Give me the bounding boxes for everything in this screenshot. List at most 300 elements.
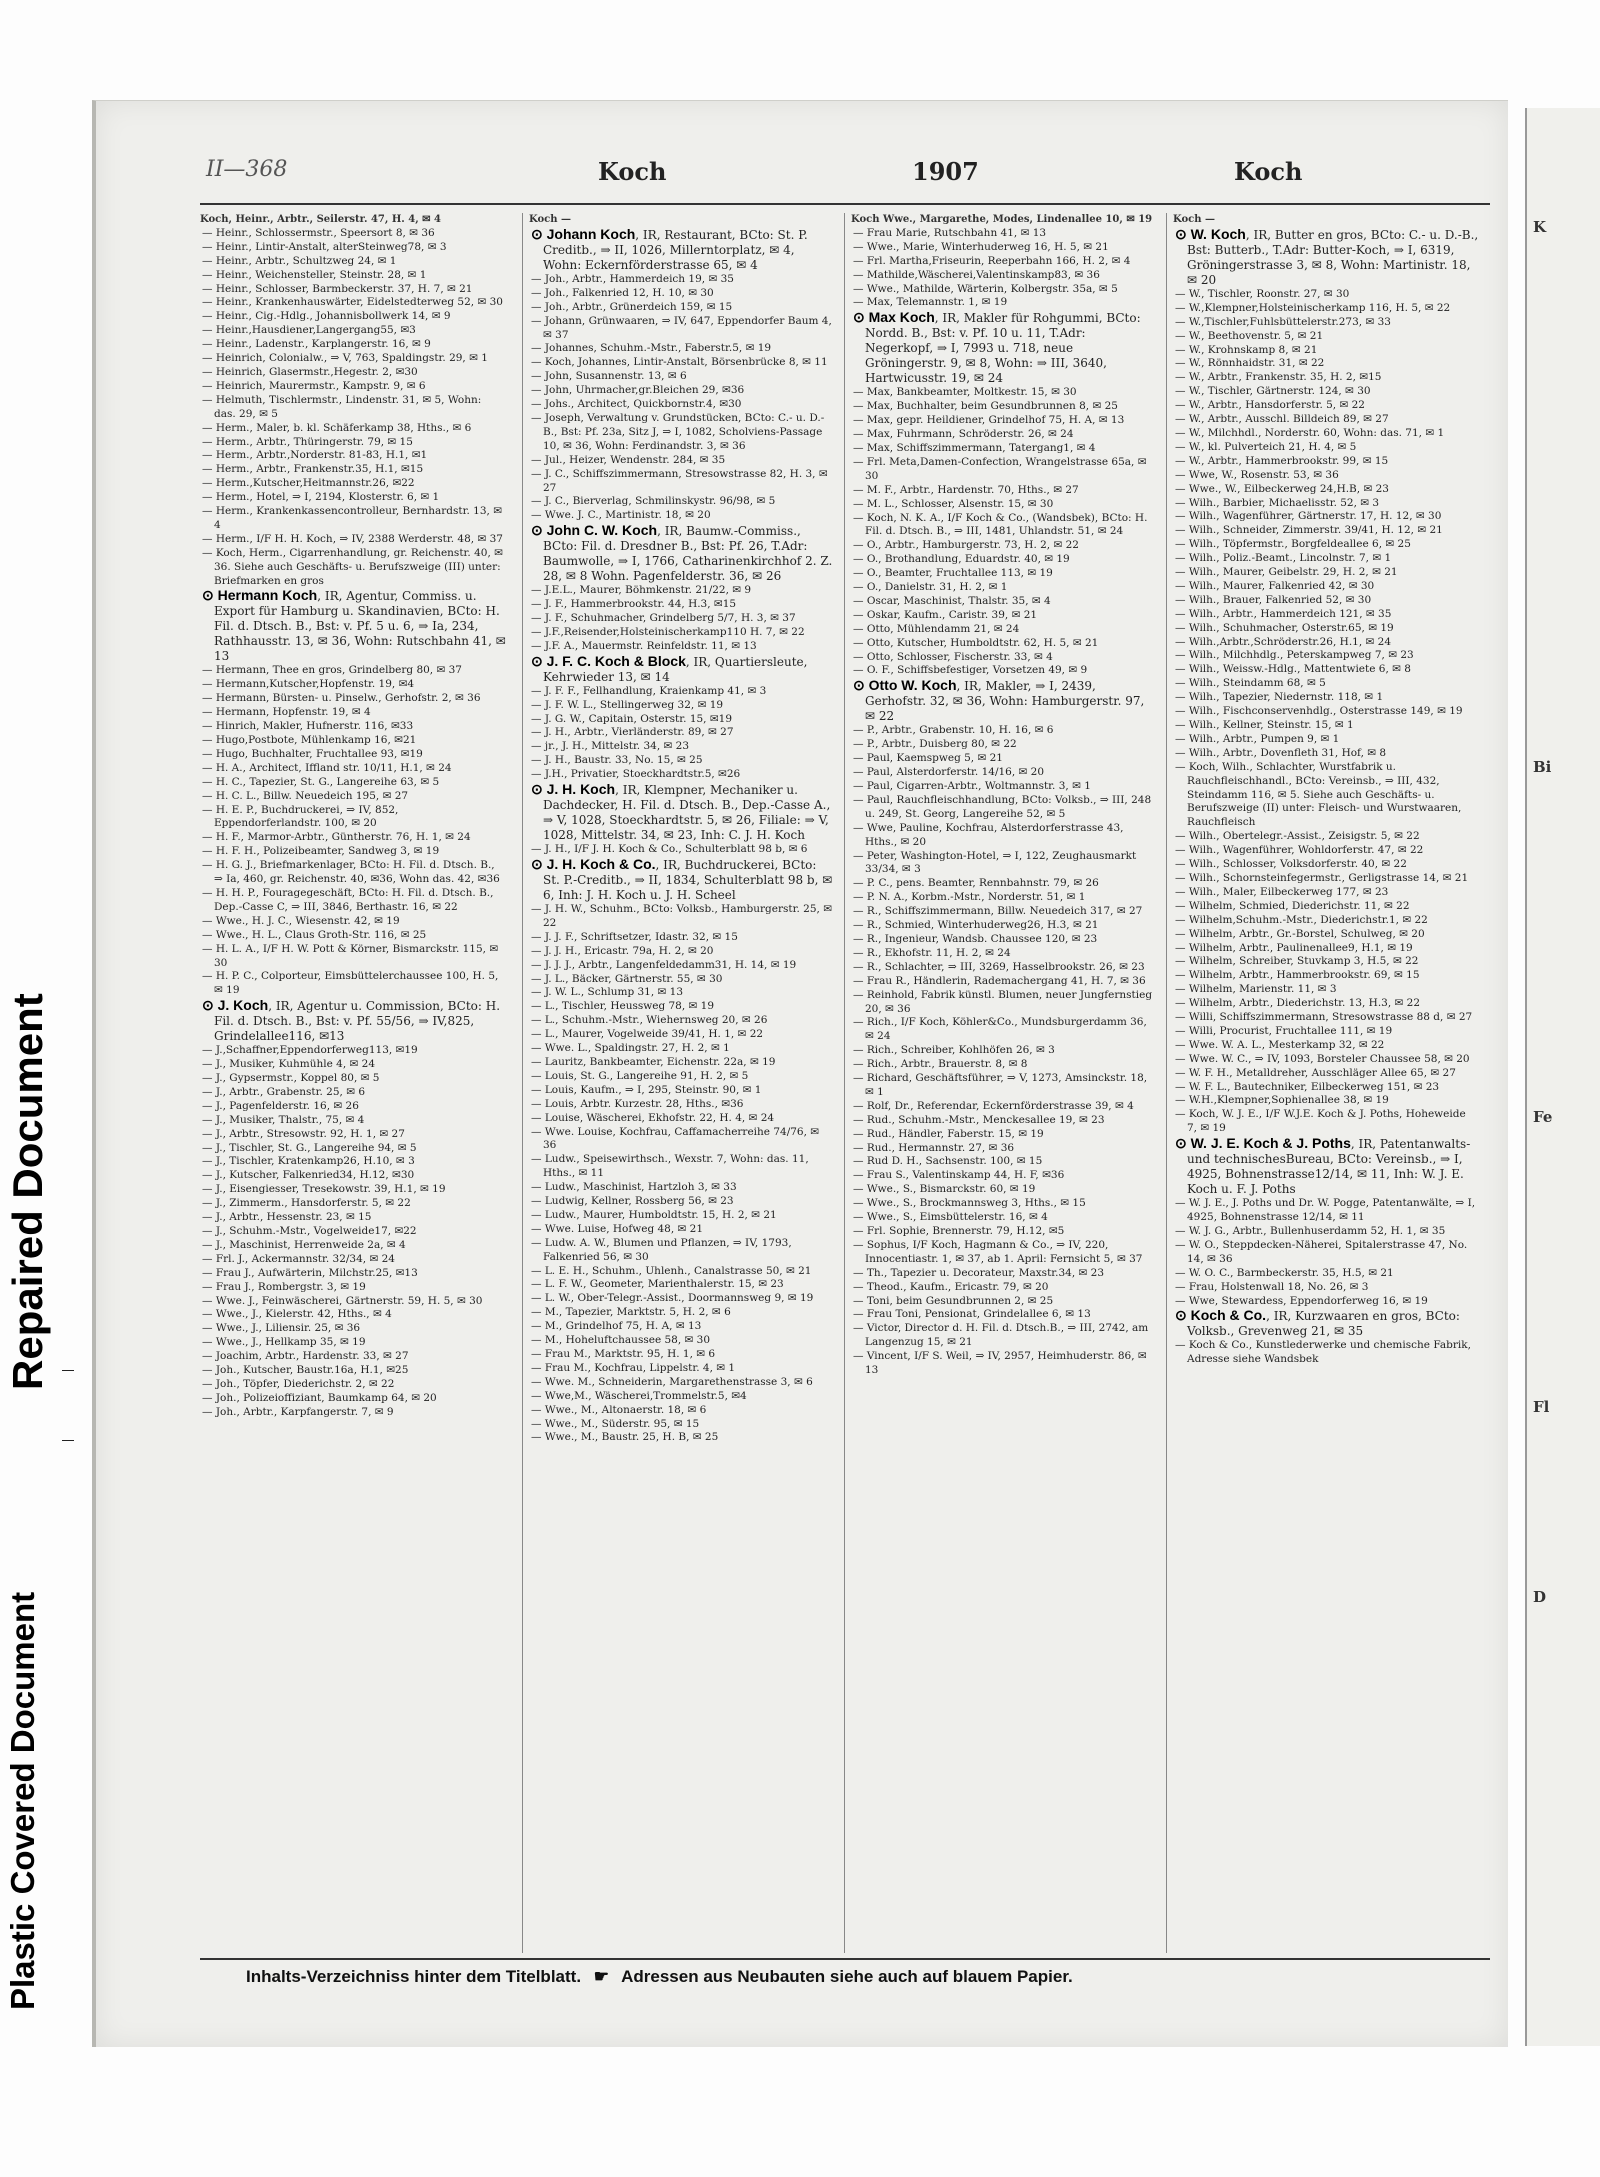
directory-entry: — J. F., Schuhmacher, Grindelberg 5/7, H. 3, ✉ 37 <box>531 612 796 625</box>
directory-entry: — Frau J., Rombergstr. 3, ✉ 19 <box>202 1280 366 1293</box>
directory-entry: — J. C., Schiffszimmermann, Stresowstrasse 82, H. 3, ✉ 27 <box>531 467 828 494</box>
firm-name: ⊙ John C. W. Koch <box>531 522 658 539</box>
directory-entry: — Wilh., Arbtr., Hammerdeich 121, ✉ 35 <box>1175 607 1392 620</box>
directory-entry: — W., Tischler, Gärtnerstr. 124, ✉ 30 <box>1175 385 1371 398</box>
repaired-document-label: Repaired Document <box>4 993 51 1390</box>
directory-entry: — Wilh., Maurer, Geibelstr. 29, H. 2, ✉ 21 <box>1175 566 1398 579</box>
directory-entry: — Louis, Kaufm., ⇒ I, 295, Steinstr. 90, ✉ 1 <box>531 1083 762 1096</box>
directory-entry: — Wilhelm, Schmied, Diederichstr. 11, ✉ 22 <box>1175 899 1410 912</box>
directory-entry: — L. E. H., Schuhm., Uhlenh., Canalstrasse 50, ✉ 21 <box>531 1264 812 1277</box>
directory-entry: — Rich., Schreiber, Kohlhöfen 26, ✉ 3 <box>853 1044 1055 1057</box>
directory-entry: — J. F. W. L., Stellingerweg 32, ✉ 19 <box>531 698 724 711</box>
directory-entry: — Wwe., M., Altonaerstr. 18, ✉ 6 <box>531 1403 707 1416</box>
directory-entry: — L., Schuhm.-Mstr., Wiehernsweg 20, ✉ 26 <box>531 1014 768 1027</box>
directory-entry: — Wwe., J., Liliensir. 25, ✉ 36 <box>202 1322 361 1335</box>
directory-entry: — J., Musiker, Thalstr., 75, ✉ 4 <box>202 1113 365 1126</box>
directory-column-1 <box>200 213 506 1953</box>
pointing-hand-icon: ☛ <box>593 1967 610 1986</box>
directory-entry: — H. G. J., Briefmarkenlager, BCto: H. Fil. d. Dtsch. B., ⇒ Ia, 460, gr. Reichenstr. 40, ✉36, Wohn das. 42, ✉36 <box>202 859 500 886</box>
directory-entry: — J. J. F., Schriftsetzer, Idastr. 32, ✉ 15 <box>531 930 738 943</box>
firm-name: ⊙ J. F. C. Koch & Block <box>531 652 686 669</box>
directory-entry: — Joseph, Verwaltung v. Grundstücken, BCto: C.- u. D.-B., Bst: Pf. 23a, Sitz J, ⇒ I, 1082, Scholviens-Passage 10, ✉ 36, Wohn: Ferdinandstr. 3, ✉ 36 <box>531 411 825 452</box>
directory-entry: — Wilhelm,Schuhm.-Mstr., Diederichstr.1, ✉ 22 <box>1175 913 1428 926</box>
running-head-right: Koch <box>1234 157 1303 186</box>
directory-entry: — Hermann, Hopfenstr. 19, ✉ 4 <box>202 706 371 719</box>
directory-entry: — Wwe. J., Feinwäscherei, Gärtnerstr. 59, H. 5, ✉ 30 <box>202 1294 483 1307</box>
directory-entry: — Wwe., S., Eimsbüttelerstr. 16, ✉ 4 <box>853 1211 1048 1224</box>
firm-name: ⊙ J. H. Koch <box>531 781 616 798</box>
directory-entry: — Wwe. J. C., Martinistr. 18, ✉ 20 <box>531 509 711 522</box>
directory-entry: — Rich., I/F Koch, Köhler&Co., Mundsburgerdamm 36, ✉ 24 <box>853 1016 1147 1043</box>
directory-entry: — Louise, Wäscherei, Ekhofstr. 22, H. 4, ✉ 24 <box>531 1111 775 1124</box>
footer-index-note: Inhalts-Verzeichniss hinter dem Titelblatt. <box>246 1967 582 1986</box>
directory-entry: — Joh., Arbtr., Karpfangerstr. 7, ✉ 9 <box>202 1405 394 1418</box>
directory-entry: — Herm., Arbtr., Thüringerstr. 79, ✉ 15 <box>202 435 413 448</box>
directory-entry: — Johann, Grünwaaren, ⇒ IV, 647, Eppendorfer Baum 4, ✉ 37 <box>531 314 832 341</box>
directory-entry: — Johannes, Schuhm.-Mstr., Faberstr.5, ✉ 19 <box>531 342 772 355</box>
margin-tick <box>62 1370 74 1371</box>
page-footer <box>246 1967 1486 1987</box>
directory-entry: — Heinr., Weichensteller, Steinstr. 28, ✉ 1 <box>202 268 427 281</box>
directory-entry: — John, Susannenstr. 13, ✉ 6 <box>531 370 687 383</box>
directory-entry: — Wilh., Schneider, Zimmerstr. 39/41, H. 12, ✉ 21 <box>1175 524 1443 537</box>
directory-entry: — P., Arbtr., Duisberg 80, ✉ 22 <box>853 738 1017 751</box>
directory-entry: — Max, Fuhrmann, Schröderstr. 26, ✉ 24 <box>853 428 1074 441</box>
directory-entry: ⊙ J. H. Koch, IR, Klempner, Mechaniker u. Dachdecker, H. Fil. d. Dtsch. B., Dep.-Casse A., ⇒ V, 1028, Stoeckhardtstr. 5, ✉ 26, Filiale: ⇒ V, 1028, Mittelstr. 34, ✉ 23, Inh: C. J. H. Koch <box>531 781 831 843</box>
directory-entry: — Wilh., Wagenführer, Wohldorferstr. 47, ✉ 22 <box>1175 844 1424 857</box>
directory-entry: — Wilh., Schlosser, Volksdorferstr. 40, ✉ 22 <box>1175 858 1407 871</box>
directory-entry: — Koch, N. K. A., I/F Koch & Co., (Wandsbek), BCto: H. Fil. d. Dtsch. B., ⇒ III, 1481, Uhlandstr. 51, ✉ 24 <box>853 511 1148 538</box>
directory-entry: — J., Eisengiesser, Tresekowstr. 39, H.1, ✉ 19 <box>202 1183 446 1196</box>
directory-entry: — J., Tischler, Kratenkamp26, H.10, ✉ 3 <box>202 1155 415 1168</box>
directory-entry: — Wwe, Stewardess, Eppendorferweg 16, ✉ 19 <box>1175 1294 1428 1307</box>
directory-entry: — Theod., Kaufm., Ericastr. 79, ✉ 20 <box>853 1280 1049 1293</box>
directory-entry: — Max, Schiffszimmermann, Tatergang1, ✉ 4 <box>853 441 1096 454</box>
directory-entry: — O., Danielstr. 31, H. 2, ✉ 1 <box>853 581 1008 594</box>
directory-entry: — W. F. L., Bautechniker, Eilbeckerweg 151, ✉ 23 <box>1175 1080 1440 1093</box>
entry-list <box>851 213 1157 1378</box>
directory-entry: — J., Arbtr., Hessenstr. 23, ✉ 15 <box>202 1211 372 1224</box>
directory-entry: — J. H., Arbtr., Vierländerstr. 89, ✉ 27 <box>531 726 734 739</box>
directory-entry: — Hermann, Bürsten- u. Pinselw., Gerhofstr. 2, ✉ 36 <box>202 692 481 705</box>
directory-entry: — H. H. P., Fouragegeschäft, BCto: H. Fil. d. Dtsch. B., Dep.-Casse C, ⇒ III, 3846, Berthastr. 16, ✉ 22 <box>202 886 494 913</box>
directory-entry: — Helmuth, Tischlermstr., Lindenstr. 31, ✉ 5, Wohn: das. 29, ✉ 5 <box>202 393 482 420</box>
directory-entry: — W.,Tischler,Fuhlsbüttelerstr.273, ✉ 33 <box>1175 315 1391 328</box>
directory-entry: — Joh., Kutscher, Baustr.16a, H.1, ✉25 <box>202 1364 409 1377</box>
directory-entry: — Wwe. Louise, Kochfrau, Caffamacherreihe 74/76, ✉ 36 <box>531 1125 820 1152</box>
directory-entry: — J. C., Bierverlag, Schmilinskystr. 96/98, ✉ 5 <box>531 495 776 508</box>
directory-entry: — Sophus, I/F Koch, Hagmann & Co., ⇒ IV, 220, Innocentiastr. 1, ✉ 37, ab 1. April: Fernsicht 5, ✉ 37 <box>853 1238 1143 1265</box>
directory-entry: — W., Milchhdl., Norderstr. 60, Wohn: das. 71, ✉ 1 <box>1175 426 1445 439</box>
firm-name: ⊙ Otto W. Koch <box>853 677 957 694</box>
firm-name: ⊙ J. H. Koch & Co. <box>531 856 656 872</box>
directory-entry: — Wilh., Fischconservenhdlg., Osterstrasse 149, ✉ 19 <box>1175 705 1463 718</box>
directory-entry: — Oscar, Maschinist, Thalstr. 35, ✉ 4 <box>853 594 1051 607</box>
directory-entry: — Willi, Schiffszimmermann, Stresowstrasse 88 d, ✉ 27 <box>1175 1011 1473 1024</box>
directory-entry: — J.E.L., Maurer, Böhmkenstr. 21/22, ✉ 9 <box>531 584 752 597</box>
directory-entry: — Rich., Arbtr., Brauerstr. 8, ✉ 8 <box>853 1058 1028 1071</box>
directory-entry: — Koch, Herm., Cigarrenhandlung, gr. Reichenstr. 40, ✉ 36. Siehe auch Geschäfts- u. Berufszweige (III) unter: Briefmarken en gros <box>202 546 503 587</box>
directory-entry: — John, Uhrmacher,gr.Bleichen 29, ✉36 <box>531 384 745 397</box>
directory-entry: — Max, Telemannstr. 1, ✉ 19 <box>853 296 1008 309</box>
entry-list <box>1173 213 1479 1367</box>
margin-tick <box>62 1440 74 1441</box>
directory-entry: — Wwe., J., Hellkamp 35, ✉ 19 <box>202 1336 366 1349</box>
directory-entry: — Wilh., Töpfermstr., Borgfeldeallee 6, ✉ 25 <box>1175 538 1411 551</box>
directory-entry: — Wwe., M., Süderstr. 95, ✉ 15 <box>531 1417 700 1430</box>
directory-entry: — Frau J., Aufwärterin, Milchstr.25, ✉13 <box>202 1266 418 1279</box>
directory-entry: — Hermann, Thee en gros, Grindelberg 80, ✉ 37 <box>202 664 462 677</box>
directory-entry: — Heinr., Schlossermstr., Speersort 8, ✉ 36 <box>202 226 435 239</box>
directory-entry: — Rud., Hermannstr. 27, ✉ 36 <box>853 1141 1015 1154</box>
directory-entry: — Wilhelm, Arbtr., Gr.-Borstel, Schulweg, ✉ 20 <box>1175 927 1425 940</box>
directory-entry: — Frl. Sophie, Brennerstr. 79, H.12, ✉5 <box>853 1225 1065 1237</box>
directory-entry: — L. W., Ober-Telegr.-Assist., Doormannsweg 9, ✉ 19 <box>531 1292 814 1305</box>
directory-entry: — Peter, Washington-Hotel, ⇒ I, 122, Zeughausmarkt 33/34, ✉ 3 <box>853 849 1137 876</box>
directory-entry: ⊙ Koch & Co., IR, Kurzwaaren en gros, BCto: Volksb., Grevenweg 21, ✉ 35 <box>1175 1307 1460 1339</box>
directory-entry: — W. O. C., Barmbeckerstr. 35, H.5, ✉ 21 <box>1175 1266 1394 1279</box>
directory-entry: — J., Gypsermstr., Koppel 80, ✉ 5 <box>202 1072 380 1085</box>
directory-entry: — J.H., Privatier, Stoeckhardtstr.5, ✉26 <box>531 768 741 781</box>
directory-entry: — Otto, Mühlendamm 21, ✉ 24 <box>853 622 1020 635</box>
directory-entry: — J., Arbtr., Grabenstr. 25, ✉ 6 <box>202 1085 366 1098</box>
directory-entry: — Wilh., Poliz.-Beamt., Lincolnstr. 7, ✉ 1 <box>1175 552 1392 565</box>
footer-rule <box>200 1958 1490 1960</box>
directory-entry: — J., Tischler, St. G., Langereihe 94, ✉ 5 <box>202 1141 417 1154</box>
directory-entry: — Wwe., M., Baustr. 25, H. B, ✉ 25 <box>531 1431 719 1444</box>
directory-entry: ⊙ Hermann Koch, IR, Agentur, Commiss. u. Export für Hamburg u. Skandinavien, BCto: H. Fil. d. Dtsch. B., Bst: v. Pf. 5 u. 6, ⇒ Ia, 234, Rathhausstr. 13, ✉ 36, Wohn: Rutschbahn 41, ✉ 13 <box>202 587 506 664</box>
directory-entry: — J., Zimmerm., Hansdorferstr. 5, ✉ 22 <box>202 1197 411 1210</box>
directory-entry: — Koch, Johannes, Lintir-Anstalt, Börsenbrücke 8, ✉ 11 <box>531 356 828 369</box>
directory-entry: — Wwe., S., Bismarckstr. 60, ✉ 19 <box>853 1183 1036 1196</box>
directory-entry: — Wwe. Luise, Hofweg 48, ✉ 21 <box>531 1222 704 1235</box>
directory-entry: — H. P. C., Colporteur, Eimsbüttelerchaussee 100, H. 5, ✉ 19 <box>202 970 499 997</box>
directory-entry: — J., Maschinist, Herrenweide 2a, ✉ 4 <box>202 1238 406 1251</box>
directory-entry: — R., Ingenieur, Wandsb. Chaussee 120, ✉ 23 <box>853 932 1098 945</box>
directory-entry: — P., Arbtr., Grabenstr. 10, H. 16, ✉ 6 <box>853 724 1054 737</box>
directory-entry: — Frl. Meta,Damen-Confection, Wrangelstrasse 65a, ✉ 30 <box>853 455 1147 482</box>
directory-entry: — Max, Buchhalter, beim Gesundbrunnen 8, ✉ 25 <box>853 400 1118 413</box>
directory-entry: — Herm., Krankenkassencontrolleur, Bernhardstr. 13, ✉ 4 <box>202 505 503 531</box>
directory-entry: — Herm., Hotel, ⇒ I, 2194, Klosterstr. 6, ✉ 1 <box>202 491 440 504</box>
directory-entry: — Herm.,Kutscher,Heitmannstr.26, ✉22 <box>202 477 415 490</box>
directory-entry: — Vincent, I/F S. Weil, ⇒ IV, 2957, Heimhuderstr. 86, ✉ 13 <box>853 1350 1147 1377</box>
directory-entry: — W., Beethovenstr. 5, ✉ 21 <box>1175 329 1324 342</box>
firm-name: ⊙ Johann Koch <box>531 225 636 242</box>
directory-entry: — W., Krohnskamp 8, ✉ 21 <box>1175 343 1318 356</box>
directory-entry: — Max, gepr. Heildiener, Grindelhof 75, H. A, ✉ 13 <box>853 414 1125 427</box>
directory-entry: — Wilh.,Arbtr.,Schröderstr.26, H.1, ✉ 24 <box>1175 635 1392 648</box>
directory-entry: — Wwe., S., Brockmannsweg 3, Hths., ✉ 15 <box>853 1197 1086 1210</box>
directory-entry: — Heinr., Ladenstr., Karplangerstr. 16, ✉ 9 <box>202 338 431 351</box>
directory-entry: ⊙ Otto W. Koch, IR, Makler, ⇒ I, 2439, Gerhofstr. 32, ✉ 36, Wohn: Hamburgerstr. 97, ✉ 22 <box>853 677 1145 724</box>
directory-entry: — Max, Bankbeamter, Moltkestr. 15, ✉ 30 <box>853 386 1077 399</box>
directory-entry: — Wilhelm, Marienstr. 11, ✉ 3 <box>1175 983 1337 996</box>
firm-name: ⊙ Max Koch <box>853 309 935 326</box>
directory-entry: — Wwe. L., Spaldingstr. 27, H. 2, ✉ 1 <box>531 1042 730 1055</box>
directory-entry: ⊙ Max Koch, IR, Makler für Rohgummi, BCto: Nordd. B., Bst: v. Pf. 10 u. 11, T.Adr: Negerkopf, ⇒ I, 7993 u. 718, neue Gröningerstr. 9, ✉ 8, Wohn: ⇒ III, 3640, Hartwicusstr. 19, ✉ 24 <box>853 309 1141 386</box>
directory-entry: — Wilh., Steindamm 68, ✉ 5 <box>1175 677 1326 690</box>
directory-entry: — jr., J. H., Mittelstr. 34, ✉ 23 <box>531 740 690 753</box>
directory-entry: — J., Schuhm.-Mstr., Vogelweide17, ✉22 <box>202 1225 417 1237</box>
directory-entry: ⊙ W. J. E. Koch & J. Poths, IR, Patentanwalts- und technischesBureau, BCto: Vereinsb., ⇒ I, 4925, Bohnenstrasse12/14, ✉ 11, Inh: W. J. E. Koch u. F. J. Poths <box>1175 1135 1471 1197</box>
directory-entry: — R., Schlachter, ⇒ III, 3269, Hasselbrookstr. 26, ✉ 23 <box>853 960 1145 973</box>
directory-entry: — P. C., pens. Beamter, Rennbahnstr. 79, ✉ 26 <box>853 877 1099 890</box>
directory-entry: — Wilh., Schornsteinfegermstr., Gerligstrasse 14, ✉ 21 <box>1175 871 1469 884</box>
directory-entry: — Paul, Alsterdorferstr. 14/16, ✉ 20 <box>853 766 1045 779</box>
directory-entry: — Wilh., Arbtr., Dovenfleth 31, Hof, ✉ 8 <box>1175 746 1387 759</box>
directory-entry: — Heinrich, Maurermstr., Kampstr. 9, ✉ 6 <box>202 379 426 392</box>
directory-entry: — Heinr., Schlosser, Barmbeckerstr. 37, H. 7, ✉ 21 <box>202 282 473 295</box>
directory-entry: — H. A., Architect, Iffland str. 10/11, H.1, ✉ 24 <box>202 761 452 774</box>
directory-entry: — Joh., Arbtr., Hammerdeich 19, ✉ 35 <box>531 272 734 285</box>
firm-name: ⊙ Koch & Co. <box>1175 1307 1267 1324</box>
directory-entry: — W. J. G., Arbtr., Bullenhuserdamm 52, H. 1, ✉ 35 <box>1175 1225 1446 1237</box>
directory-entry: — Paul, Kaemspweg 5, ✉ 21 <box>853 752 1003 765</box>
directory-entry: — J. W. L., Schlump 31, ✉ 13 <box>531 986 684 999</box>
directory-entry: — Frl. Martha,Friseurin, Reeperbahn 166, H. 2, ✉ 4 <box>853 254 1131 267</box>
directory-entry: — H. F., Marmor-Arbtr., Güntherstr. 76, H. 1, ✉ 24 <box>202 831 471 844</box>
directory-entry: — Wwe., H. L., Claus Groth-Str. 116, ✉ 25 <box>202 928 427 941</box>
directory-entry: — J. G. W., Capitain, Osterstr. 15, ✉19 <box>531 712 733 725</box>
directory-entry: — Heinr., Lintir-Anstalt, alterSteinweg78, ✉ 3 <box>202 240 447 253</box>
directory-entry: — Heinrich, Colonialw., ⇒ V, 763, Spaldingstr. 29, ✉ 1 <box>202 352 488 365</box>
directory-entry: — P. N. A., Korbm.-Mstr., Norderstr. 51, ✉ 1 <box>853 891 1086 904</box>
directory-entry: — Wilh., Tapezier, Niedernstr. 118, ✉ 1 <box>1175 691 1384 704</box>
directory-entry: — Heinr., Arbtr., Schultzweg 24, ✉ 1 <box>202 254 397 267</box>
directory-entry: — Heinr., Krankenhauswärter, Eidelstedterweg 52, ✉ 30 <box>202 296 503 309</box>
directory-entry: — Herm., Arbtr., Frankenstr.35, H.1, ✉15 <box>202 463 424 476</box>
directory-entry: — Hugo, Buchhalter, Fruchtallee 93, ✉19 <box>202 747 423 760</box>
directory-entry: — Wilh., Brauer, Falkenried 52, ✉ 30 <box>1175 593 1372 606</box>
directory-entry: — W., Arbtr., Hammerbrookstr. 99, ✉ 15 <box>1175 454 1389 467</box>
directory-entry: — Wwe. W. A. L., Mesterkamp 32, ✉ 22 <box>1175 1038 1385 1051</box>
directory-entry: — Frau M., Kochfrau, Lippelstr. 4, ✉ 1 <box>531 1361 736 1374</box>
directory-entry: — Wilh., Schuhmacher, Osterstr.65, ✉ 19 <box>1175 621 1394 634</box>
directory-columns <box>200 213 1490 1953</box>
directory-entry: — O., Arbtr., Hamburgerstr. 73, H. 2, ✉ 22 <box>853 539 1079 552</box>
directory-entry: — J. F. F., Fellhandlung, Kraienkamp 41, ✉ 3 <box>531 684 767 697</box>
directory-entry: — Ludwig, Kellner, Rossberg 56, ✉ 23 <box>531 1195 734 1208</box>
adjacent-page-fragment: K <box>1533 218 1547 236</box>
directory-entry: — W., Arbtr., Frankenstr. 35, H. 2, ✉15 <box>1175 371 1382 384</box>
directory-entry: — W.H.,Klempner,Sophienallee 38, ✉ 19 <box>1175 1094 1389 1107</box>
directory-entry: — Willi, Procurist, Fruchtallee 111, ✉ 19 <box>1175 1024 1393 1037</box>
directory-entry: — Heinrich, Glasermstr.,Hegestr. 2, ✉30 <box>202 365 418 378</box>
column-head-entry: Koch — <box>529 214 571 225</box>
directory-entry: ⊙ Johann Koch, IR, Restaurant, BCto: St. P. Creditb., ⇒ II, 1026, Millerntorplatz, ✉ 4, Wohn: Eckernförderstrasse 65, ✉ 4 <box>531 225 808 272</box>
directory-entry: — Hermann,Kutscher,Hopfenstr. 19, ✉4 <box>202 678 415 691</box>
directory-entry: — Joh., Polizeioffiziant, Baumkamp 64, ✉ 20 <box>202 1391 437 1404</box>
directory-entry: — Frau, Holstenwall 18, No. 26, ✉ 3 <box>1175 1280 1369 1293</box>
directory-entry: — Wilh., Arbtr., Pumpen 9, ✉ 1 <box>1175 732 1340 745</box>
directory-entry: — J., Musiker, Kuhmühle 4, ✉ 24 <box>202 1058 376 1071</box>
directory-entry: — Joh., Falkenried 12, H. 10, ✉ 30 <box>531 286 714 299</box>
directory-entry: — Toni, beim Gesundbrunnen 2, ✉ 25 <box>853 1294 1054 1307</box>
directory-entry: — Wwe. W. C., ⇒ IV, 1093, Borsteler Chaussee 58, ✉ 20 <box>1175 1052 1470 1065</box>
directory-entry: — W. F. H., Metalldreher, Ausschläger Allee 65, ✉ 27 <box>1175 1066 1456 1079</box>
directory-entry: — M., Tapezier, Marktstr. 5, H. 2, ✉ 6 <box>531 1306 731 1319</box>
plastic-covered-document-label: Plastic Covered Document <box>4 1591 41 2010</box>
adjacent-page-edge <box>1525 108 1600 2046</box>
column-head-entry: Koch — <box>1173 214 1215 225</box>
directory-entry: — Hinrich, Makler, Hufnerstr. 116, ✉33 <box>202 720 414 733</box>
directory-entry: — J. J. H., Ericastr. 79a, H. 2, ✉ 20 <box>531 944 714 957</box>
running-head <box>206 157 1476 197</box>
directory-entry: — Louis, St. G., Langereihe 91, H. 2, ✉ 5 <box>531 1069 749 1082</box>
directory-entry: ⊙ J. H. Koch & Co., IR, Buchdruckerei, BCto: St. P.-Creditb., ⇒ II, 1834, Schulterblatt 98 b, ✉ 6, Inh: J. H. Koch u. J. H. Scheel <box>531 856 833 902</box>
directory-entry: — W.,Klempner,Holsteinischerkamp 116, H. 5, ✉ 22 <box>1175 301 1451 314</box>
header-rule <box>200 203 1490 205</box>
directory-entry: — Wwe., Marie, Winterhuderweg 16, H. 5, ✉ 21 <box>853 240 1109 253</box>
directory-entry: — Koch & Co., Kunstlederwerke und chemische Fabrik, Adresse siehe Wandsbek <box>1175 1339 1471 1366</box>
directory-entry: — Ludw., Maschinist, Hartzloh 3, ✉ 33 <box>531 1181 737 1194</box>
directory-entry: ⊙ John C. W. Koch, IR, Baumw.-Commiss., BCto: Fil. d. Dresdner B., Bst: Pf. 26, T.Adr: Baumwolle, ⇒ I, 1766, Catharinenkirchhof 2. Z. 28, ✉ 8 Wohn. Pagenfelderstr. 36, ✉ 26 <box>531 522 833 584</box>
directory-entry: — Herm., I/F H. H. Koch, ⇒ IV, 2388 Werderstr. 48, ✉ 37 <box>202 532 503 545</box>
directory-entry: — Oskar, Kaufm., Caristr. 39, ✉ 21 <box>853 608 1038 621</box>
directory-entry: — J. H. W., Schuhm., BCto: Volksb., Hamburgerstr. 25, ✉ 22 <box>531 903 832 929</box>
directory-entry: — Frau Toni, Pensionat, Grindelallee 6, ✉ 13 <box>853 1308 1091 1321</box>
directory-entry: — Wwe. M., Schneiderin, Margarethenstrasse 3, ✉ 6 <box>531 1375 813 1388</box>
adjacent-page-fragment: Fl <box>1533 1398 1550 1416</box>
entry-list <box>529 213 835 1445</box>
directory-entry: — J., Pagenfelderstr. 16, ✉ 26 <box>202 1099 359 1112</box>
directory-entry: — L. F. W., Geometer, Marienthalerstr. 15, ✉ 23 <box>531 1278 784 1291</box>
directory-entry: — J. J. J., Arbtr., Langenfeldedamm31, H. 14, ✉ 19 <box>531 958 797 971</box>
directory-entry: — Heinr., Cig.-Hdlg., Johannisbollwerk 14, ✉ 9 <box>202 310 451 323</box>
directory-entry: — Koch, Wilh., Schlachter, Wurstfabrik u. Rauchfleischhandl., BCto: Vereinsb., ⇒ III, 432, Steindamm 116, ✉ 5. Siehe auch Geschäfts- u. Berufszweige (II) unter: Fleisch- und Wurstwaaren, Rauchfleisch <box>1175 760 1462 829</box>
directory-entry: — M., Hoheluftchaussee 58, ✉ 30 <box>531 1334 711 1347</box>
directory-entry: — Frau S., Valentinskamp 44, H. F, ✉36 <box>853 1169 1065 1182</box>
directory-entry: — Mathilde,Wäscherei,Valentinskamp83, ✉ 36 <box>853 268 1100 281</box>
directory-entry: — Victor, Director d. H. Fil. d. Dtsch.B., ⇒ III, 2742, am Langenzug 15, ✉ 21 <box>853 1322 1149 1349</box>
firm-name: ⊙ Hermann Koch <box>202 587 318 604</box>
directory-entry: — J. H., Baustr. 33, No. 15, ✉ 25 <box>531 754 703 767</box>
directory-entry: — Rud D. H., Sachsenstr. 100, ✉ 15 <box>853 1155 1043 1168</box>
directory-entry: — Wilhelm, Schreiber, Stuvkamp 3, H.5, ✉ 22 <box>1175 955 1419 968</box>
directory-entry: — O., Brothandlung, Eduardstr. 40, ✉ 19 <box>853 553 1070 566</box>
directory-entry: — Ludw., Maurer, Humboldtstr. 15, H. 2, ✉ 21 <box>531 1208 777 1221</box>
directory-entry: — H. C., Tapezier, St. G., Langereihe 63, ✉ 5 <box>202 775 440 788</box>
directory-entry: — J. L., Bäcker, Gärtnerstr. 55, ✉ 30 <box>531 972 723 985</box>
firm-name: ⊙ J. Koch <box>202 997 269 1014</box>
directory-entry: — Wilh., Kellner, Steinstr. 15, ✉ 1 <box>1175 719 1354 731</box>
directory-entry: — H. L. A., I/F H. W. Pott & Körner, Bismarckstr. 115, ✉ 30 <box>202 942 499 969</box>
directory-entry: — Otto, Schlosser, Fischerstr. 33, ✉ 4 <box>853 650 1053 663</box>
directory-entry: — L., Maurer, Vogelweide 39/41, H. 1, ✉ 22 <box>531 1028 764 1041</box>
directory-entry: — Koch, W. J. E., I/F W.J.E. Koch & J. Poths, Hoheweide 7, ✉ 19 <box>1175 1108 1466 1135</box>
directory-entry: — H. F. H., Polizeibeamter, Sandweg 3, ✉ 19 <box>202 845 440 858</box>
directory-entry: — Wwe., W., Eilbeckerweg 24,H.B, ✉ 23 <box>1175 482 1389 495</box>
directory-entry: — Johs., Architect, Quickbornstr.4, ✉30 <box>531 398 742 411</box>
directory-entry: — Wilh., Wagenführer, Gärtnerstr. 17, H. 12, ✉ 30 <box>1175 510 1442 523</box>
directory-column-3 <box>844 213 1157 1953</box>
directory-entry: — J. F., Hammerbrookstr. 44, H.3, ✉15 <box>531 598 737 611</box>
directory-entry: — Wilh., Maler, Eilbeckerweg 177, ✉ 23 <box>1175 885 1389 898</box>
directory-entry: — Joh., Töpfer, Diederichstr. 2, ✉ 22 <box>202 1377 395 1390</box>
firm-name: ⊙ W. J. E. Koch & J. Poths <box>1175 1135 1351 1152</box>
directory-entry: — Frau M., Marktstr. 95, H. 1, ✉ 6 <box>531 1348 716 1360</box>
page-number: II—368 <box>206 157 288 182</box>
directory-entry: — R., Schmied, Winterhuderweg26, H.3, ✉ 21 <box>853 919 1099 932</box>
directory-entry: ⊙ W. Koch, IR, Butter en gros, BCto: C.- u. D.-B., Bst: Butterb., T.Adr: Butter-Koch, ⇒ I, 6319, Gröningerstrasse 3, ✉ 8, Wohn: Martinistr. 18, ✉ 20 <box>1175 225 1479 287</box>
directory-entry: — Frau R., Händlerin, Rademachergang 41, H. 7, ✉ 36 <box>853 974 1146 987</box>
directory-entry: — Th., Tapezier u. Decorateur, Maxstr.34, ✉ 23 <box>853 1266 1105 1279</box>
footer-new-buildings-note: Adressen aus Neubauten siehe auch auf blauem Papier. <box>621 1967 1073 1986</box>
directory-entry: — M. L., Schlosser, Alsenstr. 15, ✉ 30 <box>853 497 1054 510</box>
directory-entry: — L., Tischler, Heussweg 78, ✉ 19 <box>531 1000 715 1013</box>
directory-entry: — Wilh., Obertelegr.-Assist., Zeisigstr. 5, ✉ 22 <box>1175 830 1420 843</box>
directory-entry: — M. F., Arbtr., Hardenstr. 70, Hths., ✉ 27 <box>853 483 1079 496</box>
directory-entry: — Frau Marie, Rutschbahn 41, ✉ 13 <box>853 226 1047 239</box>
directory-column-4 <box>1166 213 1479 1953</box>
directory-entry: — R., Ekhofstr. 11, H. 2, ✉ 24 <box>853 946 1011 959</box>
firm-name: ⊙ W. Koch <box>1175 225 1246 242</box>
directory-entry: — J., Arbtr., Stresowstr. 92, H. 1, ✉ 27 <box>202 1127 405 1140</box>
directory-entry: ⊙ J. Koch, IR, Agentur u. Commission, BCto: H. Fil. d. Dtsch. B., Bst: v. Pf. 55/56, ⇒ IV,825, Grindelallee116, ✉13 <box>202 997 501 1044</box>
directory-entry: — W., Arbtr., Hansdorferstr. 5, ✉ 22 <box>1175 399 1365 412</box>
directory-entry: — Wwe., H. J. C., Wiesenstr. 42, ✉ 19 <box>202 914 400 927</box>
entry-list <box>200 213 506 1420</box>
directory-entry: — W., kl. Pulverteich 21, H. 4, ✉ 5 <box>1175 440 1357 453</box>
directory-entry: — Reinhold, Fabrik künstl. Blumen, neuer Jungfernstieg 20, ✉ 36 <box>853 988 1153 1015</box>
directory-entry: — Ludw. A. W., Blumen und Pflanzen, ⇒ IV, 1793, Falkenried 56, ✉ 30 <box>531 1236 792 1263</box>
column-head-entry: Koch, Heinr., Arbtr., Seilerstr. 47, H. 4, ✉ 4 <box>200 214 441 225</box>
directory-entry: — Wilhelm, Arbtr., Diederichstr. 13, H.3, ✉ 22 <box>1175 997 1421 1010</box>
directory-entry: — Herm., Maler, b. kl. Schäferkamp 38, Hths., ✉ 6 <box>202 421 472 434</box>
directory-entry: — Joachim, Arbtr., Hardenstr. 33, ✉ 27 <box>202 1350 409 1363</box>
directory-entry: — Jul., Heizer, Wendenstr. 284, ✉ 35 <box>531 453 726 466</box>
directory-entry: — J. H., I/F J. H. Koch & Co., Schulterblatt 98 b, ✉ 6 <box>531 843 808 856</box>
directory-entry: ⊙ J. F. C. Koch & Block, IR, Quartiersleute, Kehrwieder 13, ✉ 14 <box>531 652 808 684</box>
directory-entry: — Rud., Händler, Faberstr. 15, ✉ 19 <box>853 1127 1044 1140</box>
directory-entry: — Paul, Cigarren-Arbtr., Woltmannstr. 3, ✉ 1 <box>853 780 1091 792</box>
directory-entry: — W., Tischler, Roonstr. 27, ✉ 30 <box>1175 287 1350 300</box>
directory-entry: — Wwe,M., Wäscherei,Trommelstr.5, ✉4 <box>531 1389 747 1402</box>
directory-entry: — Otto, Kutscher, Humboldtstr. 62, H. 5, ✉ 21 <box>853 636 1099 649</box>
directory-entry: — W., Rönnhaidstr. 31, ✉ 22 <box>1175 357 1325 370</box>
directory-entry: — W. J. E., J. Poths und Dr. W. Pogge, Patentanwälte, ⇒ I, 4925, Bohnenstrasse 12/14, ✉ 11 <box>1175 1197 1476 1224</box>
adjacent-page-fragment: Bi <box>1533 758 1552 776</box>
directory-entry: — W., Arbtr., Ausschl. Billdeich 89, ✉ 27 <box>1175 413 1389 426</box>
directory-entry: — Herm., Arbtr.,Norderstr. 81-83, H.1, ✉1 <box>202 449 428 462</box>
directory-entry: — Hugo,Postbote, Mühlenkamp 16, ✉21 <box>202 734 417 746</box>
directory-entry: — Heinr.,Hausdiener,Langergang55, ✉3 <box>202 324 416 337</box>
directory-entry: — W. O., Steppdecken-Näherei, Spitalerstrasse 47, No. 14, ✉ 36 <box>1175 1238 1468 1265</box>
directory-entry: — Wwe., Mathilde, Wärterin, Kolbergstr. 35a, ✉ 5 <box>853 282 1118 295</box>
directory-entry: — H. E. P., Buchdruckerei, ⇒ IV, 852, Eppendorferlandstr. 100, ✉ 20 <box>202 803 399 830</box>
directory-entry: — Wilh., Milchhdlg., Peterskampweg 7, ✉ 23 <box>1175 649 1414 662</box>
directory-entry: — Rolf, Dr., Referendar, Eckernförderstrasse 39, ✉ 4 <box>853 1099 1134 1112</box>
column-head-entry: Koch Wwe., Margarethe, Modes, Lindenallee 10, ✉ 19 <box>851 214 1153 225</box>
directory-entry: — M., Grindelhof 75, H. A, ✉ 13 <box>531 1320 702 1333</box>
directory-entry: — O. F., Schiffsbefestiger, Vorsetzen 49, ✉ 9 <box>853 664 1088 677</box>
directory-entry: — Joh., Arbtr., Grünerdeich 159, ✉ 15 <box>531 300 733 313</box>
directory-entry: — Lauritz, Bankbeamter, Eichenstr. 22a, ✉ 19 <box>531 1055 776 1068</box>
directory-entry: — Wilh., Weissw.-Hdlg., Mattentwiete 6, ✉ 8 <box>1175 663 1411 676</box>
directory-entry: — Frl. J., Ackermannstr. 32/34, ✉ 24 <box>202 1252 395 1265</box>
directory-entry: — Rud., Schuhm.-Mstr., Menckesallee 19, ✉ 23 <box>853 1113 1105 1126</box>
directory-entry: — J.F.,Reisender,Holsteinischerkamp110 H. 7, ✉ 22 <box>531 625 805 638</box>
directory-entry: — Paul, Rauchfleischhandlung, BCto: Volksb., ⇒ III, 248 u. 249, St. Georg, Langereihe 52, ✉ 5 <box>853 793 1152 820</box>
directory-page <box>92 100 1508 2047</box>
directory-entry: — R., Schiffszimmermann, Billw. Neuedeich 317, ✉ 27 <box>853 905 1143 918</box>
directory-entry: — Wwe, Pauline, Kochfrau, Alsterdorferstrasse 43, Hths., ✉ 20 <box>853 821 1124 848</box>
directory-entry: — Wwe, W., Rosenstr. 53, ✉ 36 <box>1175 468 1339 481</box>
directory-entry: — Richard, Geschäftsführer, ⇒ V, 1273, Amsinckstr. 18, ✉ 1 <box>853 1072 1148 1098</box>
adjacent-page-fragment: D <box>1533 1588 1547 1606</box>
directory-entry: — O., Beamter, Fruchtallee 113, ✉ 19 <box>853 567 1053 580</box>
